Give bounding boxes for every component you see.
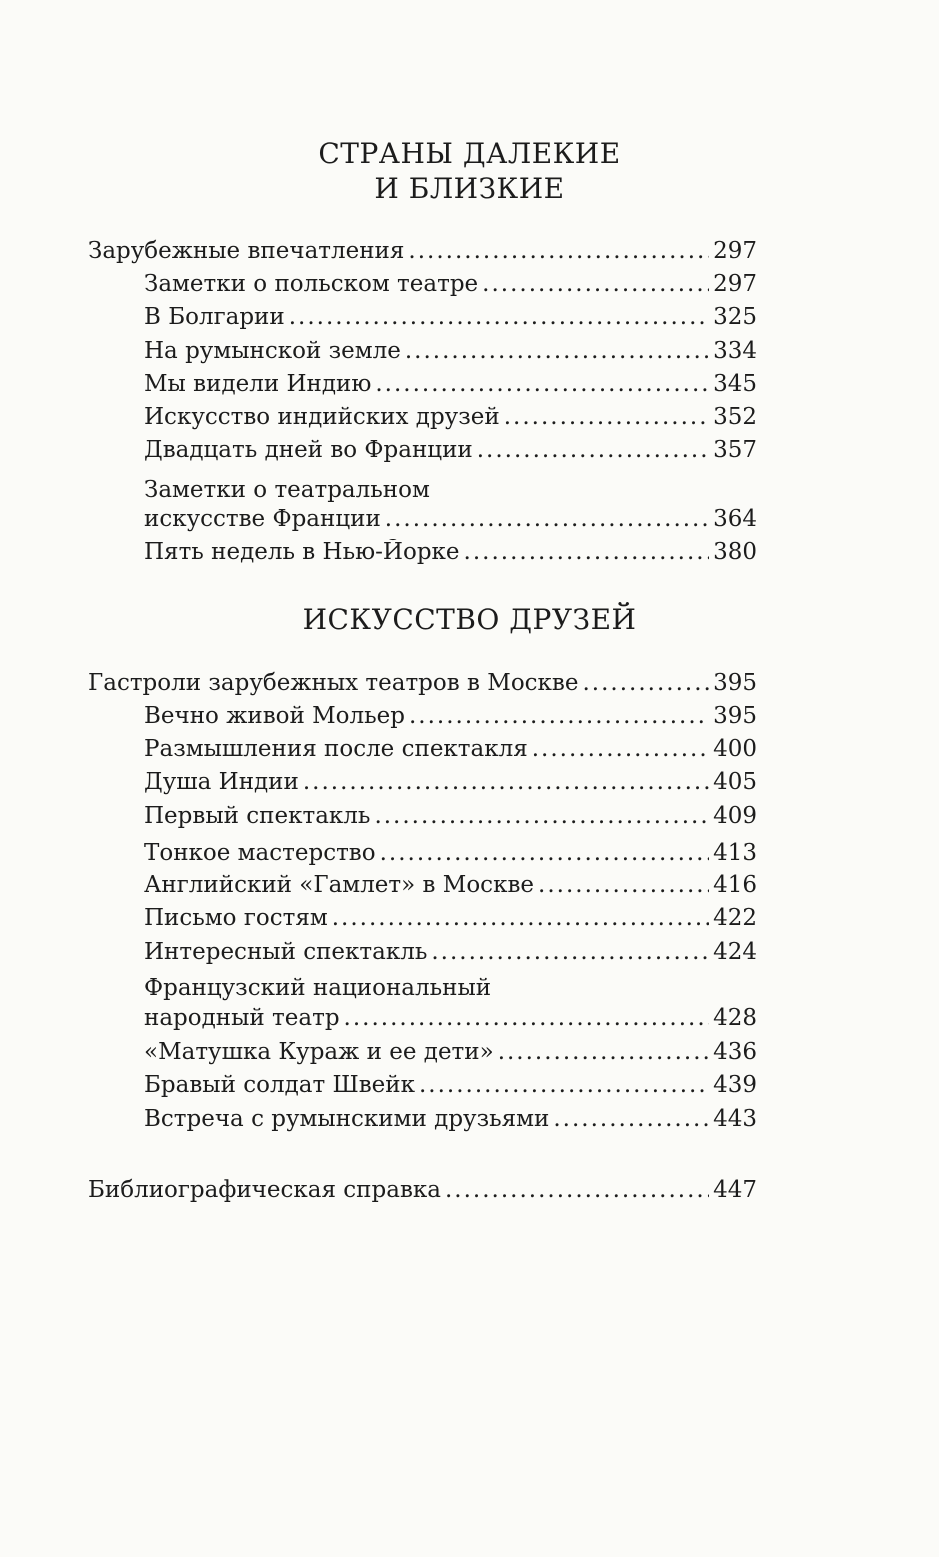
toc-entry-page: 428 <box>713 1005 757 1031</box>
toc-entry <box>144 803 757 836</box>
toc-entry-title-line1: Заметки о театральном <box>144 477 430 503</box>
toc-entry <box>144 371 757 404</box>
section-title-countries: СТРАНЫ ДАЛЕКИЕ <box>318 137 621 170</box>
toc-entry-bibliography <box>88 1177 757 1210</box>
toc-entry-title: Искусство индийских друзей <box>144 404 500 430</box>
dot-leader <box>409 703 709 729</box>
dot-leader <box>532 736 709 762</box>
toc-entry-page: 416 <box>713 872 757 898</box>
toc-entry <box>144 872 757 905</box>
toc-entry-title: Интересный спектакль <box>144 939 428 965</box>
toc-entry-title: Вечно живой Мольер <box>144 703 405 729</box>
toc-entry-title: Мы видели Индию <box>144 371 372 397</box>
toc-entry-page: 436 <box>713 1039 757 1065</box>
toc-entry-title: Бравый солдат Швейк <box>144 1072 415 1098</box>
toc-entry-title: Первый спектакль <box>144 803 371 829</box>
dot-leader <box>553 1106 709 1132</box>
toc-entry-page: 352 <box>713 404 757 430</box>
toc-entry <box>144 304 757 337</box>
toc-entry-title: В Болгарии <box>144 304 285 330</box>
toc-entry-page: 413 <box>713 840 757 866</box>
toc-entry-page: 297 <box>713 238 757 264</box>
toc-entry <box>144 736 757 769</box>
dot-leader <box>408 238 709 264</box>
toc-entry-title: искусстве Франции <box>144 506 381 532</box>
toc-entry-page: 297 <box>713 271 757 297</box>
toc-entry <box>144 271 757 304</box>
toc-entry-page: 443 <box>713 1106 757 1132</box>
dot-leader <box>380 840 709 866</box>
toc-entry-page: 422 <box>713 905 757 931</box>
dot-leader <box>538 872 709 898</box>
toc-entry-title: Встреча с румынскими друзьями <box>144 1106 550 1132</box>
dot-leader <box>431 939 709 965</box>
dot-leader <box>419 1072 709 1098</box>
toc-entry-page: 424 <box>713 939 757 965</box>
dot-leader <box>332 905 709 931</box>
toc-entry <box>88 670 757 703</box>
dot-leader <box>504 404 709 430</box>
toc-entry-page: 334 <box>713 338 757 364</box>
dot-leader <box>344 1005 710 1031</box>
toc-entry-page: 409 <box>713 803 757 829</box>
toc-entry-page: 447 <box>713 1177 757 1203</box>
dot-leader <box>464 539 710 565</box>
dot-leader <box>375 371 709 397</box>
toc-entry <box>144 437 757 470</box>
toc-entry <box>144 939 757 972</box>
toc-entry-page: 439 <box>713 1072 757 1098</box>
toc-entry <box>144 840 757 873</box>
toc-entry <box>144 1072 757 1105</box>
toc-entry-title: Библиографическая справка <box>88 1177 441 1203</box>
toc-entry <box>88 238 757 271</box>
toc-entry-title-line1: Французский национальный <box>144 975 492 1001</box>
toc-entry-page: 405 <box>713 769 757 795</box>
toc-entry-page: 395 <box>713 670 757 696</box>
toc-entry-page: 380 <box>713 539 757 565</box>
toc-entry <box>144 703 757 736</box>
toc-entry <box>144 1106 757 1139</box>
dot-leader <box>289 304 709 330</box>
toc-entry <box>144 506 757 539</box>
toc-entry-page: 325 <box>713 304 757 330</box>
toc-entry-title: На румынской земле <box>144 338 401 364</box>
toc-entry-page: 357 <box>713 437 757 463</box>
toc-entry <box>144 1039 757 1072</box>
dot-leader <box>498 1039 709 1065</box>
toc-entry <box>144 338 757 371</box>
toc-entry <box>144 769 757 802</box>
toc-entry <box>144 539 757 572</box>
dot-leader <box>482 271 709 297</box>
toc-entry-title: Размышления после спектакля <box>144 736 528 762</box>
section-title-countries-line2: И БЛИЗКИЕ <box>374 172 565 205</box>
dot-leader <box>385 506 709 532</box>
toc-entry-title: Заметки о польском театре <box>144 271 479 297</box>
toc-entry-page: 400 <box>713 736 757 762</box>
dot-leader <box>405 338 709 364</box>
toc-entry-title: Двадцать дней во Франции <box>144 437 473 463</box>
toc-entry-title: Душа Индии <box>144 769 299 795</box>
toc-entry-title: Английский «Гамлет» в Москве <box>144 872 535 898</box>
toc-entry-title: Гастроли зарубежных театров в Москве <box>88 670 579 696</box>
toc-entry-title: народный театр <box>144 1005 340 1031</box>
toc-entry-page: 395 <box>713 703 757 729</box>
toc-entry-title: «Матушка Кураж и ее дети» <box>144 1039 494 1065</box>
toc-entry-page: 364 <box>713 506 757 532</box>
toc-entry <box>144 404 757 437</box>
toc-entry-title: Тонкое мастерство <box>144 840 376 866</box>
toc-entry-title: Зарубежные впечатления <box>88 238 405 264</box>
section-title-friends-art: ИСКУССТВО ДРУЗЕЙ <box>302 603 637 636</box>
dot-leader <box>445 1177 709 1203</box>
dot-leader <box>374 803 709 829</box>
toc-entry-page: 345 <box>713 371 757 397</box>
toc-entry <box>144 1005 757 1038</box>
dot-leader <box>477 437 709 463</box>
toc-entry-title: Письмо гостям <box>144 905 328 931</box>
dot-leader <box>583 670 710 696</box>
toc-entry-title: Пять недель в Нью-Йорке <box>144 539 460 565</box>
toc-entry <box>144 905 757 938</box>
dot-leader <box>303 769 709 795</box>
